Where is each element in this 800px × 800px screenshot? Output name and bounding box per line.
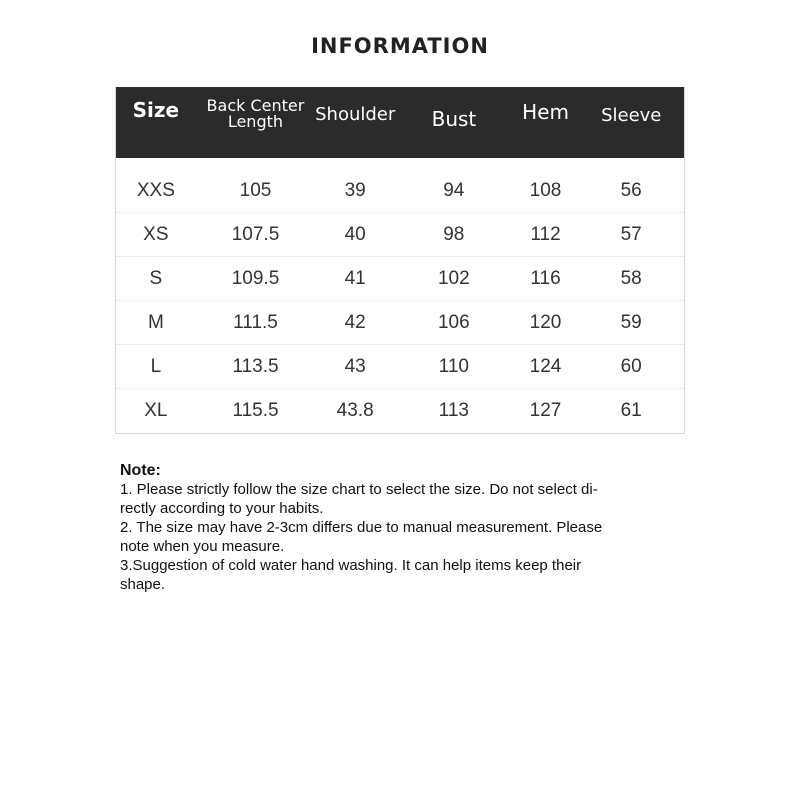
cell-hem: 112 [530, 223, 561, 245]
cell-bust: 102 [437, 267, 470, 289]
size-chart-table [115, 87, 685, 434]
cell-sleeve: 57 [620, 223, 642, 245]
cell-back-center-length: 113.5 [232, 355, 279, 377]
cell-bust: 110 [438, 355, 469, 377]
header-back-center-line2: Length [227, 111, 284, 131]
cell-bust: 106 [437, 311, 470, 333]
cell-hem: 124 [529, 355, 562, 377]
cell-shoulder: 43.8 [336, 400, 374, 421]
cell-bust: 98 [443, 223, 465, 245]
note-line: rectly according to your habits. [120, 500, 324, 517]
cell-sleeve: 58 [620, 267, 642, 289]
header-back-center-length [196, 87, 316, 158]
cell-size: XS [143, 223, 169, 245]
cell-size: L [150, 355, 162, 377]
cell-size: XXS [136, 179, 175, 201]
header-shoulder: Shoulder [315, 104, 396, 125]
page-title: INFORMATION [311, 34, 489, 58]
header-hem: Hem [522, 99, 569, 124]
cell-bust: 94 [443, 179, 465, 201]
cell-shoulder: 41 [344, 267, 366, 289]
cell-bust: 113 [438, 400, 469, 421]
cell-shoulder: 43 [344, 355, 366, 377]
table-row [116, 169, 684, 213]
note-line: 3.Suggestion of cold water hand washing. It can help items keep their [120, 557, 582, 574]
cell-sleeve: 59 [620, 311, 642, 333]
cell-back-center-length: 109.5 [231, 267, 280, 289]
header-size: Size [132, 97, 180, 122]
cell-sleeve: 60 [620, 355, 642, 377]
header-bust: Bust [431, 106, 477, 131]
note-line: 1. Please strictly follow the size chart to select the size. Do not select di- [120, 481, 598, 498]
table-row [116, 213, 684, 257]
table-row [116, 301, 684, 345]
header-back-center-line1: Back Center [206, 95, 305, 115]
cell-shoulder: 39 [344, 179, 366, 201]
table-header-row [116, 87, 684, 158]
notes-section [120, 461, 680, 594]
cell-hem: 120 [529, 311, 562, 333]
cell-hem: 116 [530, 267, 561, 289]
header-sleeve: Sleeve [601, 105, 662, 126]
table-row [116, 345, 684, 389]
notes-title: Note: [120, 462, 161, 479]
cell-hem: 108 [529, 179, 562, 201]
table-row [116, 389, 684, 433]
cell-sleeve: 56 [620, 179, 642, 201]
note-line: 2. The size may have 2-3cm differs due to manual measurement. Please [120, 519, 603, 536]
note-line: note when you measure. [120, 538, 285, 555]
cell-hem: 127 [529, 400, 562, 421]
cell-size: M [147, 311, 164, 333]
cell-size: S [149, 267, 163, 289]
table-row [116, 257, 684, 301]
cell-size: XL [144, 400, 168, 421]
note-line: shape. [120, 576, 166, 593]
cell-back-center-length: 115.5 [232, 400, 279, 421]
cell-shoulder: 42 [344, 311, 366, 333]
cell-shoulder: 40 [344, 223, 366, 245]
cell-back-center-length: 111.5 [233, 311, 278, 333]
cell-back-center-length: 107.5 [231, 223, 280, 245]
cell-sleeve: 61 [620, 400, 642, 421]
cell-back-center-length: 105 [239, 179, 272, 201]
table-body [116, 158, 684, 433]
